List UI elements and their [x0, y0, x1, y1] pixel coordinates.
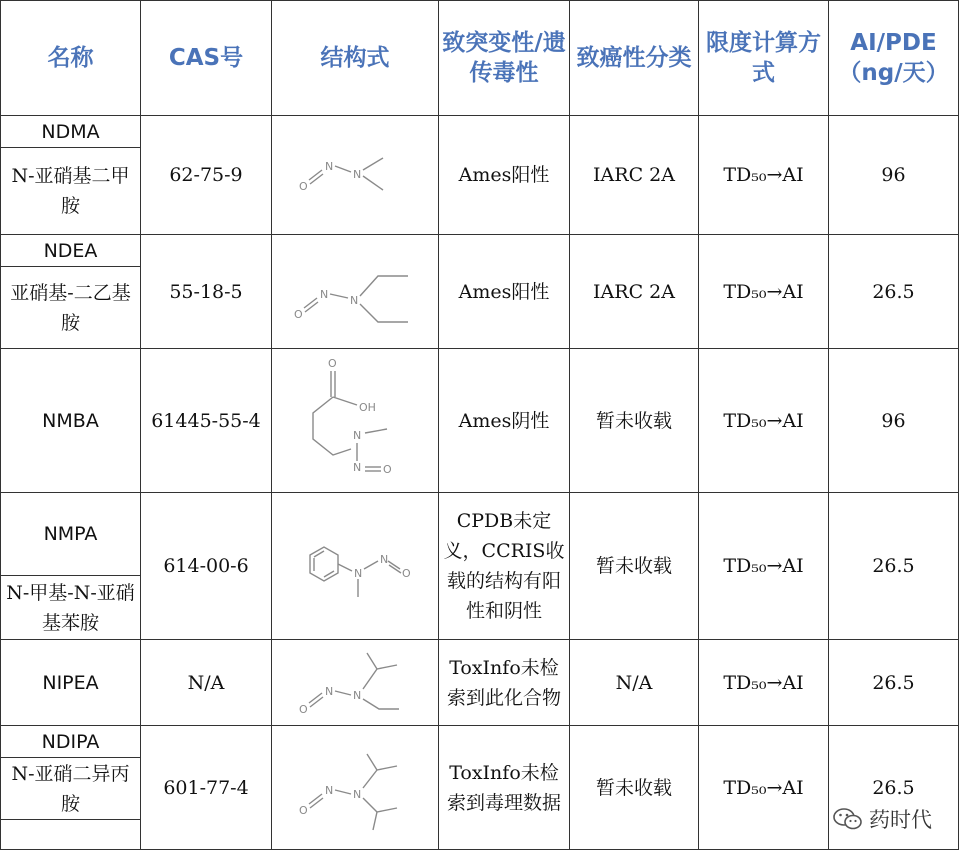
structure-cell: [272, 116, 439, 235]
name-cell: N-甲基-N-亚硝基苯胺: [1, 576, 141, 640]
atom-n-label: N: [350, 293, 359, 307]
abbr-cell: NIPEA: [1, 640, 141, 726]
ndipa-structure-icon: [295, 738, 415, 838]
atom-n-label: N: [353, 168, 362, 181]
limit-cell: 26.5: [829, 726, 959, 850]
mutagenicity-cell: CPDB未定义，CCRIS收载的结构有阳性和阴性: [439, 493, 570, 640]
header-structure: 结构式: [272, 1, 439, 116]
cas-cell: 62-75-9: [141, 116, 272, 235]
atom-o-label: O: [383, 462, 392, 476]
atom-n-label: N: [353, 428, 362, 442]
structure-cell: [272, 235, 439, 349]
atom-o-label: O: [402, 567, 411, 580]
header-carcinogenicity: 致癌性分类: [570, 1, 699, 116]
abbr-cell: NDIPA: [1, 726, 141, 758]
atom-n-label: N: [353, 787, 362, 801]
mutagenicity-cell: Ames阳性: [439, 116, 570, 235]
abbr-cell: NDMA: [1, 116, 141, 148]
empty-cell: [1, 820, 141, 850]
structure-cell: [272, 726, 439, 850]
name-cell: 亚硝基-二乙基胺: [1, 267, 141, 349]
abbr-cell: NDEA: [1, 235, 141, 267]
cas-cell: 614-00-6: [141, 493, 272, 640]
atom-n-label: N: [325, 160, 334, 173]
atom-o-label: O: [299, 702, 308, 716]
atom-n-label: N: [353, 688, 362, 702]
nmba-structure-icon: [295, 353, 415, 489]
structure-cell: [272, 349, 439, 493]
header-name: 名称: [1, 1, 141, 116]
nmpa-structure-icon: [290, 521, 420, 611]
carcinogenicity-cell: IARC 2A: [570, 235, 699, 349]
limit-cell: 96: [829, 349, 959, 493]
atom-o-label: O: [299, 180, 308, 193]
carcinogenicity-cell: 暂未收载: [570, 726, 699, 850]
abbr-cell: NMBA: [1, 349, 141, 493]
name-cell: N-亚硝二异丙胺: [1, 758, 141, 820]
ndea-structure-icon: [290, 252, 420, 332]
table-row: [1, 493, 959, 576]
atom-n-label: N: [320, 287, 329, 301]
method-cell: TD₅₀→AI: [699, 349, 829, 493]
nipea-structure-icon: [295, 643, 415, 723]
method-cell: TD₅₀→AI: [699, 726, 829, 850]
cas-cell: 55-18-5: [141, 235, 272, 349]
table-row: [1, 640, 959, 726]
table-row: [1, 726, 959, 758]
method-cell: TD₅₀→AI: [699, 640, 829, 726]
abbr-cell: NMPA: [1, 493, 141, 576]
cas-cell: 601-77-4: [141, 726, 272, 850]
table-row: [1, 235, 959, 267]
table-row: [1, 116, 959, 148]
table-row: [1, 349, 959, 493]
header-row: [1, 1, 959, 116]
mutagenicity-cell: ToxInfo未检索到毒理数据: [439, 726, 570, 850]
atom-o-label: O: [328, 356, 337, 370]
mutagenicity-cell: ToxInfo未检索到此化合物: [439, 640, 570, 726]
carcinogenicity-cell: IARC 2A: [570, 116, 699, 235]
watermark: [829, 802, 936, 836]
atom-n-label: N: [354, 567, 363, 580]
carcinogenicity-cell: 暂未收载: [570, 349, 699, 493]
atom-o-label: O: [294, 307, 303, 321]
limit-cell: 26.5: [829, 640, 959, 726]
method-cell: TD₅₀→AI: [699, 116, 829, 235]
carcinogenicity-cell: 暂未收载: [570, 493, 699, 640]
limit-cell: 26.5: [829, 493, 959, 640]
limit-cell: 26.5: [829, 235, 959, 349]
watermark-text: 药时代: [869, 808, 932, 832]
name-cell: N-亚硝基二甲胺: [1, 148, 141, 235]
structure-cell: [272, 640, 439, 726]
mutagenicity-cell: Ames阳性: [439, 235, 570, 349]
atom-oh-label: OH: [359, 400, 376, 414]
mutagenicity-cell: Ames阴性: [439, 349, 570, 493]
method-cell: TD₅₀→AI: [699, 493, 829, 640]
header-mutagenicity: 致突变性/遗传毒性: [439, 1, 570, 116]
header-limit: AI/PDE（ng/天）: [829, 1, 959, 116]
atom-n-label: N: [325, 684, 334, 698]
carcinogenicity-cell: N/A: [570, 640, 699, 726]
cas-cell: 61445-55-4: [141, 349, 272, 493]
atom-o-label: O: [299, 803, 308, 817]
atom-n-label: N: [353, 460, 362, 474]
header-cas: CAS号: [141, 1, 272, 116]
method-cell: TD₅₀→AI: [699, 235, 829, 349]
header-method: 限度计算方式: [699, 1, 829, 116]
structure-cell: [272, 493, 439, 640]
atom-n-label: N: [380, 553, 389, 566]
atom-n-label: N: [325, 783, 334, 797]
wechat-icon: [833, 807, 863, 831]
ndma-structure-icon: [295, 140, 415, 210]
cas-cell: N/A: [141, 640, 272, 726]
limit-cell: 96: [829, 116, 959, 235]
